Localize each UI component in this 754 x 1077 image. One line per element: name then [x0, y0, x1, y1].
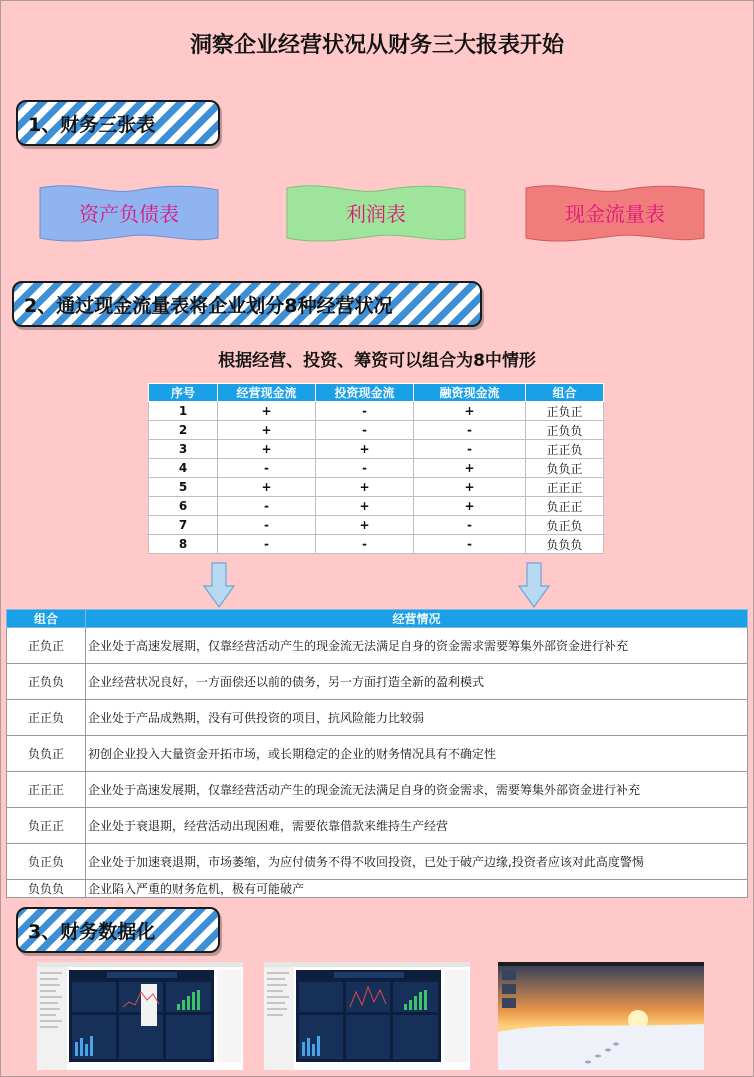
- page-title: 洞察企业经营状况从财务三大报表开始: [189, 33, 564, 58]
- dashboard-thumbnail: [264, 962, 470, 1070]
- cell-combination: 正正负: [526, 440, 604, 459]
- cell-combination: 正正正: [7, 772, 86, 808]
- col-header-status: 经营情况: [86, 610, 748, 628]
- cell-investing: -: [316, 421, 414, 440]
- table-row: [149, 535, 604, 554]
- cell-operating: +: [218, 421, 316, 440]
- desktop-thumbnail: [498, 962, 704, 1070]
- col-header-combination: 组合: [526, 384, 604, 402]
- table-row: [149, 516, 604, 535]
- cell-description: 企业经营状况良好，一方面偿还以前的债务，另一方面打造全新的盈利模式: [86, 664, 748, 700]
- down-arrow-icon: [518, 562, 550, 608]
- cell-operating: +: [218, 478, 316, 497]
- cell-combination: 负负正: [526, 459, 604, 478]
- table-row: [149, 478, 604, 497]
- section3-label: 3、财务数据化: [28, 921, 156, 943]
- cell-description: 企业处于衰退期，经营活动出现困难，需要依靠借款来维持生产经营: [86, 808, 748, 844]
- table-row: [7, 844, 748, 880]
- down-arrow-icon: [203, 562, 235, 608]
- table-row: [7, 664, 748, 700]
- cell-combination: 负负负: [526, 535, 604, 554]
- cell-description: 企业陷入严重的财务危机，极有可能破产: [86, 880, 748, 898]
- banner-balance-sheet-label: 资产负债表: [79, 202, 179, 226]
- dashboard-thumbnail: [37, 962, 243, 1070]
- cell-combination: 负正负: [7, 844, 86, 880]
- cell-financing: +: [414, 478, 526, 497]
- cell-investing: -: [316, 402, 414, 421]
- banner-cash-flow: [524, 182, 706, 244]
- table-header-row: [7, 610, 748, 628]
- cell-description: 企业处于加速衰退期，市场萎缩，为应付债务不得不收回投资，已处于破产边缘,投资者应该对此高度警惕: [86, 844, 748, 880]
- cell-index: 5: [149, 478, 218, 497]
- table-row: [149, 421, 604, 440]
- cashflow-combination-table: [148, 383, 604, 554]
- cell-financing: +: [414, 459, 526, 478]
- cell-description: 企业处于产品成熟期，没有可供投资的项目，抗风险能力比较弱: [86, 700, 748, 736]
- table-row: [7, 880, 748, 898]
- cell-index: 1: [149, 402, 218, 421]
- cell-combination: 正负正: [7, 628, 86, 664]
- combination-subheading: 根据经营、投资、筹资可以组合为8中情形: [218, 351, 536, 371]
- cell-combination: 负负正: [7, 736, 86, 772]
- section3-header: [16, 907, 220, 953]
- col-header-index: 序号: [149, 384, 218, 402]
- cell-index: 2: [149, 421, 218, 440]
- col-header-combination: 组合: [7, 610, 86, 628]
- table-header-row: [149, 384, 604, 402]
- cell-description: 初创企业投入大量资金开拓市场，或长期稳定的企业的财务情况具有不确定性: [86, 736, 748, 772]
- cell-combination: 正负负: [7, 664, 86, 700]
- banner-income-statement: [285, 182, 467, 244]
- cell-financing: -: [414, 421, 526, 440]
- cell-investing: +: [316, 440, 414, 459]
- cell-combination: 正正正: [526, 478, 604, 497]
- section2-header: [12, 281, 482, 327]
- table-row: [149, 440, 604, 459]
- cell-operating: -: [218, 516, 316, 535]
- cell-investing: -: [316, 535, 414, 554]
- cell-financing: +: [414, 402, 526, 421]
- banner-income-statement-label: 利润表: [346, 202, 406, 226]
- cell-operating: -: [218, 497, 316, 516]
- cell-combination: 负正正: [526, 497, 604, 516]
- section1-header: [16, 100, 220, 146]
- cell-financing: -: [414, 535, 526, 554]
- col-header-financing: 融资现金流: [414, 384, 526, 402]
- cell-investing: +: [316, 497, 414, 516]
- cell-description: 企业处于高速发展期，仅靠经营活动产生的现金流无法满足自身的资金需求，需要筹集外部资金进行补充: [86, 772, 748, 808]
- cell-operating: +: [218, 440, 316, 459]
- cell-index: 3: [149, 440, 218, 459]
- table-row: [7, 736, 748, 772]
- business-status-table: [6, 609, 748, 898]
- cell-index: 6: [149, 497, 218, 516]
- table-row: [149, 497, 604, 516]
- col-header-operating: 经营现金流: [218, 384, 316, 402]
- cell-combination: 负正正: [7, 808, 86, 844]
- cell-investing: -: [316, 459, 414, 478]
- cell-financing: -: [414, 516, 526, 535]
- table-row: [7, 628, 748, 664]
- banner-balance-sheet: [38, 182, 220, 244]
- table-row: [149, 402, 604, 421]
- cell-operating: +: [218, 402, 316, 421]
- cell-investing: +: [316, 516, 414, 535]
- cell-financing: +: [414, 497, 526, 516]
- cell-combination: 正负负: [526, 421, 604, 440]
- section1-label: 1、财务三张表: [28, 114, 156, 136]
- cell-index: 8: [149, 535, 218, 554]
- cell-operating: -: [218, 459, 316, 478]
- cell-investing: +: [316, 478, 414, 497]
- table-row: [7, 700, 748, 736]
- cell-combination: 负负负: [7, 880, 86, 898]
- table-row: [7, 772, 748, 808]
- cell-combination: 正正负: [7, 700, 86, 736]
- cell-description: 企业处于高速发展期，仅靠经营活动产生的现金流无法满足自身的资金需求需要筹集外部资金进行补充: [86, 628, 748, 664]
- cell-financing: -: [414, 440, 526, 459]
- section2-label: 2、通过现金流量表将企业划分8种经营状况: [24, 295, 393, 317]
- cell-index: 7: [149, 516, 218, 535]
- cell-operating: -: [218, 535, 316, 554]
- cell-combination: 负正负: [526, 516, 604, 535]
- table-row: [7, 808, 748, 844]
- cell-combination: 正负正: [526, 402, 604, 421]
- cell-index: 4: [149, 459, 218, 478]
- col-header-investing: 投资现金流: [316, 384, 414, 402]
- table-row: [149, 459, 604, 478]
- banner-cash-flow-label: 现金流量表: [565, 202, 665, 226]
